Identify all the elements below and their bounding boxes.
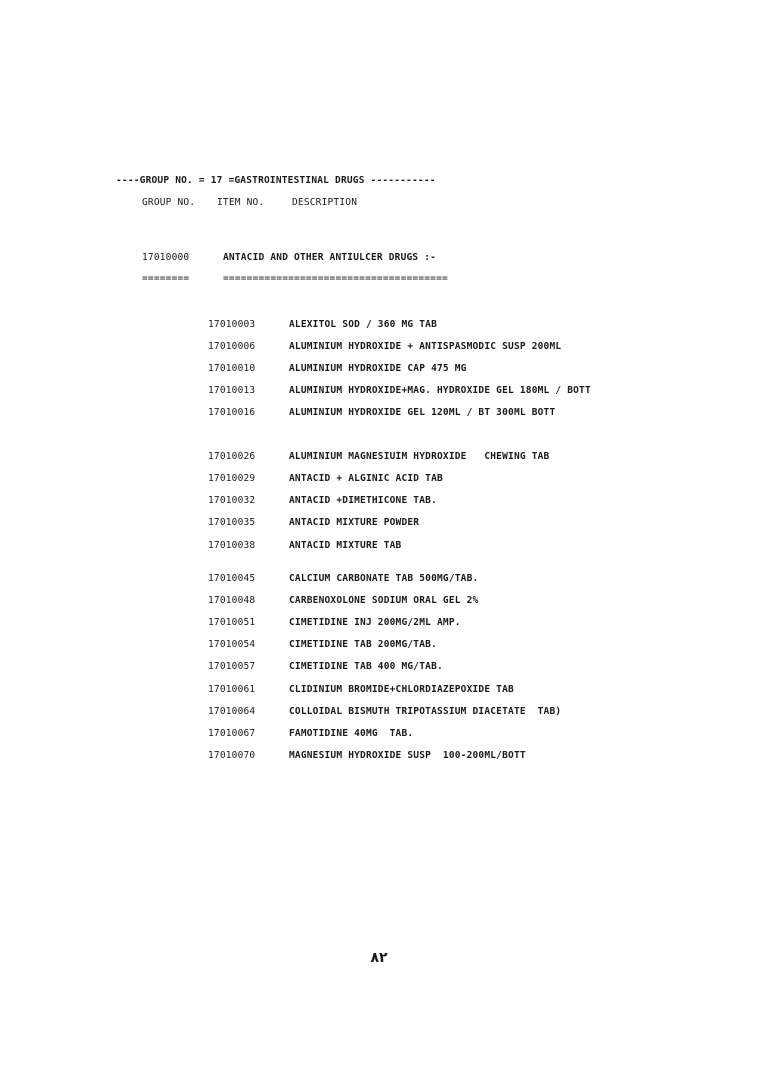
item-description: ALUMINIUM HYDROXIDE + ANTISPASMODIC SUSP 200ML: [289, 341, 562, 352]
item-code: 17010029: [208, 473, 256, 484]
item-code: 17010003: [208, 319, 256, 330]
item-code: 17010051: [208, 617, 256, 628]
item-description: CIMETIDINE INJ 200MG/2ML AMP.: [289, 617, 461, 628]
column-header-group-no: GROUP NO.: [142, 197, 196, 208]
item-description: ALEXITOL SOD / 360 MG TAB: [289, 319, 437, 330]
item-code: 17010013: [208, 385, 256, 396]
item-code: 17010038: [208, 540, 256, 551]
item-description: ALUMINIUM HYDROXIDE+MAG. HYDROXIDE GEL 180ML / BOTT: [289, 385, 591, 396]
item-description: ALUMINIUM HYDROXIDE GEL 120ML / BT 300ML BOTT: [289, 407, 556, 418]
item-description: ALUMINIUM HYDROXIDE CAP 475 MG: [289, 363, 467, 374]
subgroup-title: ANTACID AND OTHER ANTIULCER DRUGS :-: [223, 252, 437, 263]
item-description: CIMETIDINE TAB 200MG/TAB.: [289, 639, 437, 650]
item-code: 17010026: [208, 451, 256, 462]
item-description: ALUMINIUM MAGNESIUIM HYDROXIDE CHEWING TAB: [289, 451, 550, 462]
item-code: 17010054: [208, 639, 256, 650]
item-description: ANTACID + ALGINIC ACID TAB: [289, 473, 443, 484]
page-number: ٨٢: [370, 950, 388, 966]
item-description: ANTACID +DIMETHICONE TAB.: [289, 495, 437, 506]
subgroup-code: 17010000: [142, 252, 190, 263]
item-code: 17010035: [208, 517, 256, 528]
item-code: 17010061: [208, 684, 256, 695]
item-description: CALCIUM CARBONATE TAB 500MG/TAB.: [289, 573, 479, 584]
item-code: 17010010: [208, 363, 256, 374]
item-description: CLIDINIUM BROMIDE+CHLORDIAZEPOXIDE TAB: [289, 684, 514, 695]
column-header-item-no: ITEM NO.: [217, 197, 265, 208]
item-code: 17010057: [208, 661, 256, 672]
item-code: 17010064: [208, 706, 256, 717]
item-code: 17010016: [208, 407, 256, 418]
item-description: FAMOTIDINE 40MG TAB.: [289, 728, 414, 739]
item-description: CARBENOXOLONE SODIUM ORAL GEL 2%: [289, 595, 479, 606]
group-header: ----GROUP NO. = 17 =GASTROINTESTINAL DRUGS -----------: [116, 175, 436, 186]
item-code: 17010006: [208, 341, 256, 352]
item-code: 17010048: [208, 595, 256, 606]
item-description: ANTACID MIXTURE TAB: [289, 540, 402, 551]
item-description: MAGNESIUM HYDROXIDE SUSP 100-200ML/BOTT: [289, 750, 526, 761]
subgroup-title-underline: ======================================: [223, 273, 448, 284]
item-description: CIMETIDINE TAB 400 MG/TAB.: [289, 661, 443, 672]
item-code: 17010067: [208, 728, 256, 739]
item-code: 17010045: [208, 573, 256, 584]
item-code: 17010070: [208, 750, 256, 761]
item-description: COLLOIDAL BISMUTH TRIPOTASSIUM DIACETATE TAB): [289, 706, 562, 717]
item-description: ANTACID MIXTURE POWDER: [289, 517, 420, 528]
subgroup-code-underline: ========: [142, 273, 190, 284]
column-header-description: DESCRIPTION: [292, 197, 358, 208]
item-code: 17010032: [208, 495, 256, 506]
